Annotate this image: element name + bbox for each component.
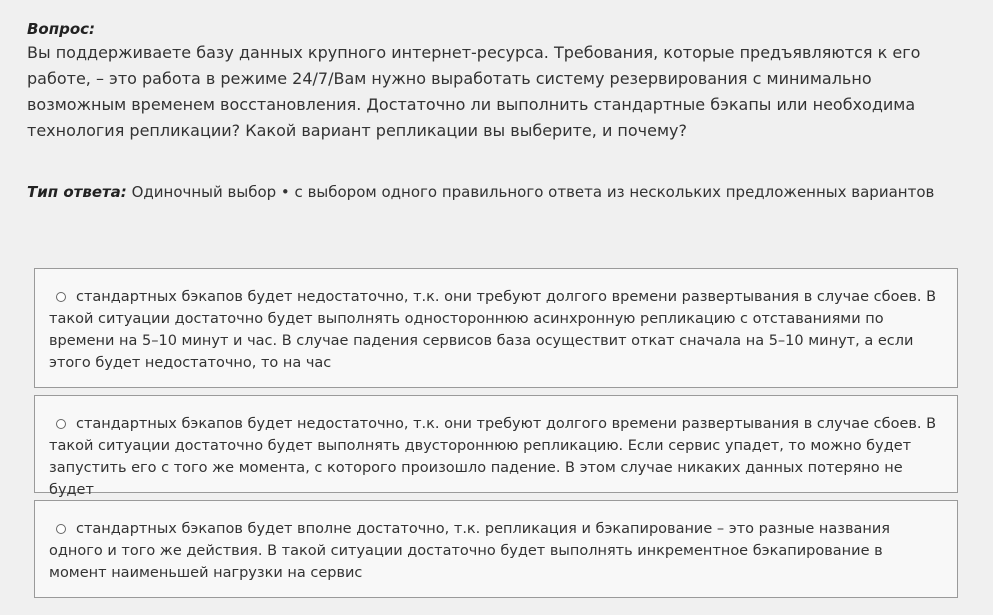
radio-button-1[interactable] xyxy=(56,292,66,302)
radio-button-2[interactable] xyxy=(56,419,66,429)
answer-option-2-text: стандартных бэкапов будет недостаточно, т.к. они требуют долгого времени развертывания в случае сбоев. В такой ситуации достаточно будет выполнять двустороннюю репликацию. Если сервис упадет, то можно будет запустить его с того же момента, с которого произошло падение. В этом случае никаких данных потеряно не будет xyxy=(49,416,937,498)
answer-option-1-text: стандартных бэкапов будет недостаточно, т.к. они требуют долгого времени развертывания в случае сбоев. В такой ситуации достаточно будет выполнять одностороннюю асинхронную репликацию с отставаниями по времени на 5–10 минут и час. В случае падения сервисов база осуществит откат сначала на 5–10 минут, а если этого будет недостаточно, то на час xyxy=(49,289,937,371)
answer-option-3-text: стандартных бэкапов будет вполне достаточно, т.к. репликация и бэкапирование – это разные названия одного и того же действия. В такой ситуации достаточно будет выполнять инкрементное бэкапирование в момент наименьшей нагрузки на сервис xyxy=(49,521,891,581)
question-label: Вопрос: xyxy=(27,20,96,38)
answer-option-3[interactable] xyxy=(34,500,958,598)
answer-type-label: Тип ответа: xyxy=(27,183,127,201)
question-text: Вы поддерживаете базу данных крупного интернет-ресурса. Требования, которые предъявляются к его работе, – это работа в режиме 24/7/Вам нужно выработать систему резервирования с минимально возможным временем восстановления. Достаточно ли выполнить стандартные бэкапы или необходима технология репликации? Какой вариант репликации вы выберите, и почему? xyxy=(27,43,921,140)
radio-button-3[interactable] xyxy=(56,524,66,534)
answer-option-1[interactable] xyxy=(34,268,958,388)
answer-option-2[interactable] xyxy=(34,395,958,498)
question-block xyxy=(27,18,967,144)
answer-type xyxy=(27,181,967,203)
answer-type-value: Одиночный выбор • с выбором одного правильного ответа из нескольких предложенных вариантов xyxy=(131,183,935,201)
